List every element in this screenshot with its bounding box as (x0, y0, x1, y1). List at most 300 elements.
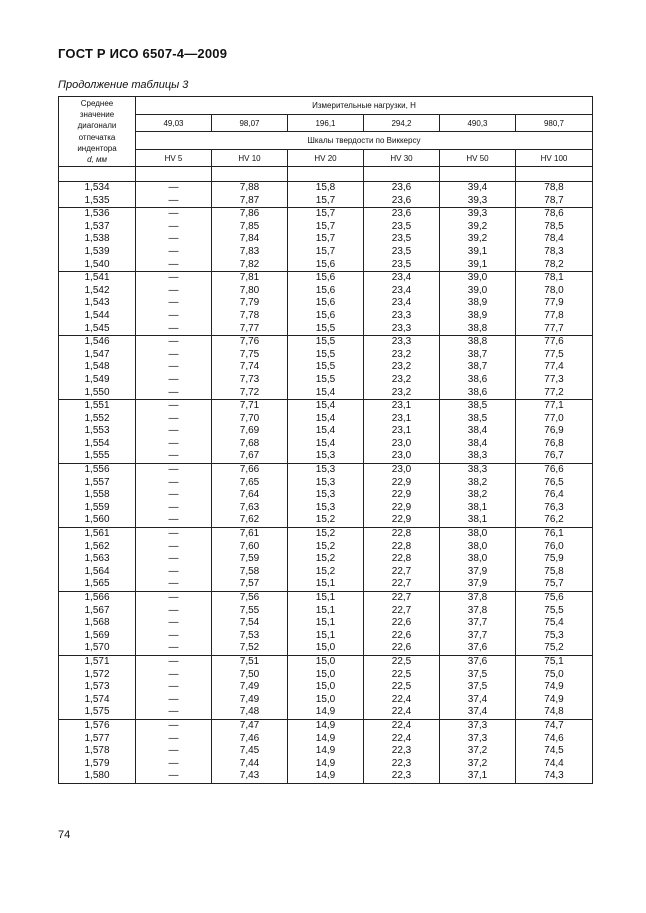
hv100-value: 74,7 (544, 719, 564, 731)
hv50-value: 38,8 (467, 322, 488, 334)
diagonal-cell (59, 464, 136, 528)
hv10-value: 7,62 (239, 514, 260, 526)
hv5-value: — (168, 386, 179, 398)
diagonal-value: 1,543 (84, 297, 110, 309)
hv30-value: 22,5 (391, 681, 412, 693)
hv5-value: — (168, 592, 179, 603)
hv30-value: 23,0 (391, 464, 412, 476)
hv5-value: — (168, 412, 179, 424)
hv50-value: 37,6 (467, 655, 488, 667)
diagonal-value: 1,577 (84, 732, 110, 744)
diagonal-cell (59, 400, 136, 464)
hv100-value: 74,9 (544, 681, 564, 693)
diagonal-value: 1,564 (84, 565, 110, 577)
hv50-value: 38,2 (467, 476, 488, 488)
hv20-value: 15,6 (315, 258, 336, 270)
hv20-value: 15,8 (315, 182, 336, 193)
load-cell: 98,07 (212, 115, 288, 132)
hv100-cell (516, 655, 593, 719)
hv30-value: 23,0 (391, 437, 412, 449)
scales-row (59, 150, 593, 167)
hv30-value: 22,8 (391, 553, 412, 565)
hv50-cell (440, 592, 516, 656)
hv10-cell (212, 592, 288, 656)
hv50-value: 37,6 (467, 642, 488, 654)
hv30-cell (364, 272, 440, 336)
diagonal-value: 1,572 (84, 668, 110, 680)
hv50-value: 37,2 (467, 745, 488, 757)
hv10-value: 7,86 (239, 208, 260, 220)
diagonal-value: 1,545 (84, 322, 110, 334)
loads-title: Измерительные нагрузки, Н (136, 97, 593, 115)
hv10-value: 7,67 (239, 450, 260, 462)
hv10-value: 7,85 (239, 220, 260, 232)
hv30-value: 23,2 (391, 386, 412, 398)
hv20-cell (288, 182, 364, 208)
hv20-value: 15,7 (315, 208, 336, 220)
hv30-value: 22,9 (391, 489, 412, 501)
hv50-value: 38,0 (467, 528, 488, 540)
hv20-value: 15,7 (315, 245, 336, 257)
hv20-cell (288, 464, 364, 528)
hv100-value: 77,8 (544, 309, 564, 321)
hv20-value: 15,1 (315, 629, 336, 641)
hv5-value: — (168, 540, 179, 552)
hv30-value: 23,1 (391, 412, 412, 424)
hv20-value: 15,1 (315, 592, 336, 603)
hv50-value: 39,3 (467, 194, 488, 206)
hv10-value: 7,88 (239, 182, 260, 193)
hv5-value: — (168, 757, 179, 769)
hv10-value: 7,83 (239, 245, 260, 257)
hv30-value: 22,6 (391, 629, 412, 641)
diagonal-value: 1,570 (84, 642, 110, 654)
table-header (59, 97, 593, 167)
diagonal-value: 1,579 (84, 757, 110, 769)
hv5-value: — (168, 284, 179, 296)
hv5-value: — (168, 464, 179, 476)
hv100-value: 77,0 (544, 412, 564, 424)
hv30-value: 22,6 (391, 642, 412, 654)
hv100-cell (516, 208, 593, 272)
hv10-value: 7,49 (239, 681, 260, 693)
hv5-value: — (168, 476, 179, 488)
hv20-value: 15,6 (315, 297, 336, 309)
hv100-value: 75,2 (544, 642, 564, 654)
hv50-value: 39,1 (467, 245, 488, 257)
hv5-value: — (168, 642, 179, 654)
table-caption: Продолжение таблицы 3 (58, 79, 189, 91)
hv30-value: 23,4 (391, 284, 412, 296)
diagonal-cell (59, 655, 136, 719)
hv50-value: 37,5 (467, 681, 488, 693)
hv30-value: 22,3 (391, 745, 412, 757)
hv5-value: — (168, 604, 179, 616)
load-cell: 196,1 (288, 115, 364, 132)
hv100-value: 74,9 (544, 693, 564, 705)
hv20-value: 15,3 (315, 464, 336, 476)
hv20-value: 15,1 (315, 578, 336, 590)
diagonal-value: 1,551 (84, 400, 110, 412)
hv5-cell (136, 592, 212, 656)
hv20-value: 14,9 (315, 770, 336, 782)
hv5-value: — (168, 437, 179, 449)
hv30-cell (364, 464, 440, 528)
hv100-cell (516, 464, 593, 528)
hv20-value: 14,9 (315, 719, 336, 731)
diagonal-value: 1,565 (84, 578, 110, 590)
hv20-cell (288, 655, 364, 719)
scale-cell: HV 10 (212, 150, 288, 167)
hv100-value: 77,4 (544, 361, 564, 373)
hv100-value: 77,3 (544, 373, 564, 385)
diagonal-value: 1,560 (84, 514, 110, 526)
hv50-value: 38,3 (467, 450, 488, 462)
hv100-value: 76,5 (544, 476, 564, 488)
hv5-cell (136, 528, 212, 592)
table-row-group (59, 592, 593, 656)
hv30-value: 23,3 (391, 309, 412, 321)
hv100-value: 75,4 (544, 617, 564, 629)
hv5-value: — (168, 629, 179, 641)
hv100-value: 75,5 (544, 604, 564, 616)
hv100-cell (516, 272, 593, 336)
hv30-value: 23,0 (391, 450, 412, 462)
hv10-value: 7,49 (239, 693, 260, 705)
hv10-cell (212, 208, 288, 272)
hv50-cell (440, 528, 516, 592)
hv20-cell (288, 208, 364, 272)
hv10-value: 7,79 (239, 297, 260, 309)
diagonal-value: 1,573 (84, 681, 110, 693)
hv30-value: 23,3 (391, 322, 412, 334)
hv10-cell (212, 400, 288, 464)
table-row-group (59, 719, 593, 783)
hv50-value: 39,1 (467, 258, 488, 270)
hv30-value: 22,4 (391, 719, 412, 731)
hv100-value: 77,7 (544, 322, 564, 334)
hv5-value: — (168, 245, 179, 257)
diagonal-header-symbol: d, мм (87, 154, 107, 164)
document-title: ГОСТ Р ИСО 6507-4—2009 (58, 46, 228, 61)
hv20-value: 15,5 (315, 322, 336, 334)
diagonal-value: 1,557 (84, 476, 110, 488)
hv50-value: 38,8 (467, 336, 488, 348)
hv10-value: 7,68 (239, 437, 260, 449)
hv10-value: 7,51 (239, 655, 260, 667)
hv50-value: 37,2 (467, 757, 488, 769)
hv50-value: 38,7 (467, 361, 488, 373)
hv20-value: 15,4 (315, 400, 336, 412)
hv20-cell (288, 336, 364, 400)
hv5-value: — (168, 194, 179, 206)
hv50-value: 37,7 (467, 617, 488, 629)
hv50-value: 39,0 (467, 284, 488, 296)
hv30-value: 22,3 (391, 770, 412, 782)
table-row-group (59, 272, 593, 336)
hv30-value: 23,3 (391, 336, 412, 348)
hv50-value: 38,5 (467, 400, 488, 412)
hv30-value: 22,9 (391, 501, 412, 513)
hv50-value: 39,3 (467, 208, 488, 220)
hv10-cell (212, 336, 288, 400)
hv20-value: 15,0 (315, 668, 336, 680)
hv20-value: 15,6 (315, 284, 336, 296)
hv10-value: 7,81 (239, 272, 260, 284)
hv20-value: 15,2 (315, 565, 336, 577)
hv100-value: 75,8 (544, 565, 564, 577)
hv5-cell (136, 464, 212, 528)
hv10-cell (212, 719, 288, 783)
diagonal-value: 1,562 (84, 540, 110, 552)
diagonal-value: 1,553 (84, 425, 110, 437)
hv5-value: — (168, 258, 179, 270)
hv30-value: 23,2 (391, 361, 412, 373)
diagonal-cell (59, 182, 136, 208)
hv50-cell (440, 182, 516, 208)
hv100-value: 74,8 (544, 706, 564, 718)
hv10-value: 7,53 (239, 629, 260, 641)
hv20-value: 15,2 (315, 528, 336, 540)
hv100-value: 76,2 (544, 514, 564, 526)
hv5-value: — (168, 514, 179, 526)
hv5-value: — (168, 373, 179, 385)
hv20-value: 15,0 (315, 655, 336, 667)
hv5-cell (136, 272, 212, 336)
hv50-value: 38,1 (467, 501, 488, 513)
hv5-value: — (168, 693, 179, 705)
table-row-group (59, 528, 593, 592)
diagonal-value: 1,574 (84, 693, 110, 705)
hv20-value: 15,5 (315, 373, 336, 385)
hv5-cell (136, 655, 212, 719)
diagonal-value: 1,578 (84, 745, 110, 757)
hv100-value: 76,6 (544, 464, 564, 476)
hv20-cell (288, 272, 364, 336)
hv50-value: 38,6 (467, 373, 488, 385)
hv5-cell (136, 400, 212, 464)
hv100-value: 78,6 (544, 208, 564, 220)
hv10-value: 7,87 (239, 194, 260, 206)
hv20-cell (288, 719, 364, 783)
hv50-cell (440, 464, 516, 528)
hv100-value: 76,1 (544, 528, 564, 540)
hv100-value: 74,5 (544, 745, 564, 757)
hv30-value: 22,7 (391, 565, 412, 577)
hv5-value: — (168, 732, 179, 744)
hv30-value: 23,6 (391, 208, 412, 220)
diagonal-value: 1,556 (84, 464, 110, 476)
hv100-cell (516, 336, 593, 400)
hv20-value: 14,9 (315, 732, 336, 744)
hv50-cell (440, 336, 516, 400)
diagonal-value: 1,563 (84, 553, 110, 565)
hv5-value: — (168, 348, 179, 360)
hv5-value: — (168, 220, 179, 232)
hv100-cell (516, 400, 593, 464)
scale-cell: HV 20 (288, 150, 364, 167)
diagonal-header-line: Среднее (80, 98, 114, 108)
hv20-value: 15,7 (315, 194, 336, 206)
hv5-value: — (168, 297, 179, 309)
hv10-cell (212, 464, 288, 528)
hv50-value: 38,9 (467, 297, 488, 309)
hv30-value: 22,9 (391, 514, 412, 526)
hv20-value: 15,3 (315, 489, 336, 501)
hv5-value: — (168, 770, 179, 782)
hv30-value: 23,5 (391, 220, 412, 232)
hv10-value: 7,50 (239, 668, 260, 680)
hv100-value: 76,4 (544, 489, 564, 501)
hv30-cell (364, 655, 440, 719)
hv20-value: 15,5 (315, 348, 336, 360)
hv5-value: — (168, 450, 179, 462)
hv10-cell (212, 182, 288, 208)
hv5-value: — (168, 309, 179, 321)
hv20-value: 15,0 (315, 693, 336, 705)
hv100-cell (516, 528, 593, 592)
table-row-group (59, 655, 593, 719)
hv100-value: 78,8 (544, 182, 564, 193)
hv50-value: 38,0 (467, 540, 488, 552)
hv30-value: 23,6 (391, 182, 412, 193)
hv20-value: 15,3 (315, 501, 336, 513)
hv100-value: 75,1 (544, 655, 564, 667)
diagonal-value: 1,561 (84, 528, 110, 540)
hv30-value: 22,5 (391, 655, 412, 667)
scale-cell: HV 5 (136, 150, 212, 167)
hv30-cell (364, 719, 440, 783)
hv100-value: 76,9 (544, 425, 564, 437)
hv5-cell (136, 336, 212, 400)
table-row-group (59, 464, 593, 528)
hv30-value: 22,5 (391, 668, 412, 680)
diagonal-value: 1,538 (84, 233, 110, 245)
hv30-cell (364, 336, 440, 400)
hv50-value: 38,3 (467, 464, 488, 476)
hv5-value: — (168, 361, 179, 373)
hv30-value: 22,4 (391, 693, 412, 705)
hv5-value: — (168, 182, 179, 193)
hv100-value: 77,6 (544, 336, 564, 348)
hv10-value: 7,52 (239, 642, 260, 654)
hv20-value: 14,9 (315, 757, 336, 769)
diagonal-value: 1,555 (84, 450, 110, 462)
diagonal-cell (59, 592, 136, 656)
diagonal-value: 1,576 (84, 719, 110, 731)
hv30-value: 22,7 (391, 604, 412, 616)
hv50-value: 37,9 (467, 565, 488, 577)
hv30-cell (364, 182, 440, 208)
hv5-value: — (168, 745, 179, 757)
loads-row (59, 115, 593, 132)
hv10-value: 7,65 (239, 476, 260, 488)
hv30-value: 22,7 (391, 592, 412, 603)
hv100-value: 78,3 (544, 245, 564, 257)
diagonal-value: 1,550 (84, 386, 110, 398)
hv50-cell (440, 400, 516, 464)
hv100-value: 74,3 (544, 770, 564, 782)
hv20-value: 15,1 (315, 604, 336, 616)
hv5-value: — (168, 578, 179, 590)
table-body (59, 167, 593, 784)
hv20-value: 15,2 (315, 540, 336, 552)
hv20-value: 15,6 (315, 309, 336, 321)
hv10-value: 7,58 (239, 565, 260, 577)
hv100-value: 78,1 (544, 272, 564, 284)
hv100-value: 75,6 (544, 592, 564, 603)
hv10-value: 7,46 (239, 732, 260, 744)
hv20-value: 15,4 (315, 425, 336, 437)
hv5-value: — (168, 400, 179, 412)
hv50-value: 37,9 (467, 578, 488, 590)
hv20-value: 15,3 (315, 476, 336, 488)
hv100-value: 76,8 (544, 437, 564, 449)
hv20-value: 15,2 (315, 553, 336, 565)
hv30-value: 23,4 (391, 297, 412, 309)
hv5-value: — (168, 706, 179, 718)
hv30-value: 22,7 (391, 578, 412, 590)
diagonal-cell (59, 528, 136, 592)
hv20-value: 15,3 (315, 450, 336, 462)
hv10-value: 7,64 (239, 489, 260, 501)
hv5-value: — (168, 681, 179, 693)
hv20-value: 15,6 (315, 272, 336, 284)
hv100-value: 78,0 (544, 284, 564, 296)
hv50-cell (440, 655, 516, 719)
table-row-group (59, 400, 593, 464)
hv20-value: 15,2 (315, 514, 336, 526)
hv100-value: 76,7 (544, 450, 564, 462)
load-cell: 490,3 (440, 115, 516, 132)
hv50-value: 39,0 (467, 272, 488, 284)
diagonal-cell (59, 719, 136, 783)
diagonal-value: 1,580 (84, 770, 110, 782)
hv50-value: 37,4 (467, 693, 488, 705)
diagonal-value: 1,571 (84, 655, 110, 667)
load-cell: 49,03 (136, 115, 212, 132)
hv50-value: 38,0 (467, 553, 488, 565)
hv5-value: — (168, 668, 179, 680)
scale-cell: HV 100 (516, 150, 593, 167)
hv50-value: 39,4 (467, 182, 488, 193)
hardness-table (58, 96, 593, 784)
hv20-value: 15,4 (315, 386, 336, 398)
hv30-value: 23,5 (391, 245, 412, 257)
hv30-cell (364, 208, 440, 272)
hv50-value: 37,4 (467, 706, 488, 718)
hv10-value: 7,78 (239, 309, 260, 321)
hv100-value: 77,5 (544, 348, 564, 360)
hv50-value: 37,3 (467, 719, 488, 731)
hv10-value: 7,47 (239, 719, 260, 731)
hv50-value: 37,3 (467, 732, 488, 744)
diagonal-value: 1,534 (84, 182, 110, 193)
scale-cell: HV 30 (364, 150, 440, 167)
hv50-cell (440, 719, 516, 783)
diagonal-header-line: индентора (77, 143, 117, 153)
hv10-cell (212, 655, 288, 719)
hv20-value: 14,9 (315, 745, 336, 757)
hv10-value: 7,63 (239, 501, 260, 513)
hv30-value: 23,5 (391, 233, 412, 245)
diagonal-value: 1,547 (84, 348, 110, 360)
hv50-value: 37,8 (467, 592, 488, 603)
hv30-value: 23,2 (391, 348, 412, 360)
hv5-value: — (168, 208, 179, 220)
hv50-cell (440, 208, 516, 272)
hv5-value: — (168, 233, 179, 245)
